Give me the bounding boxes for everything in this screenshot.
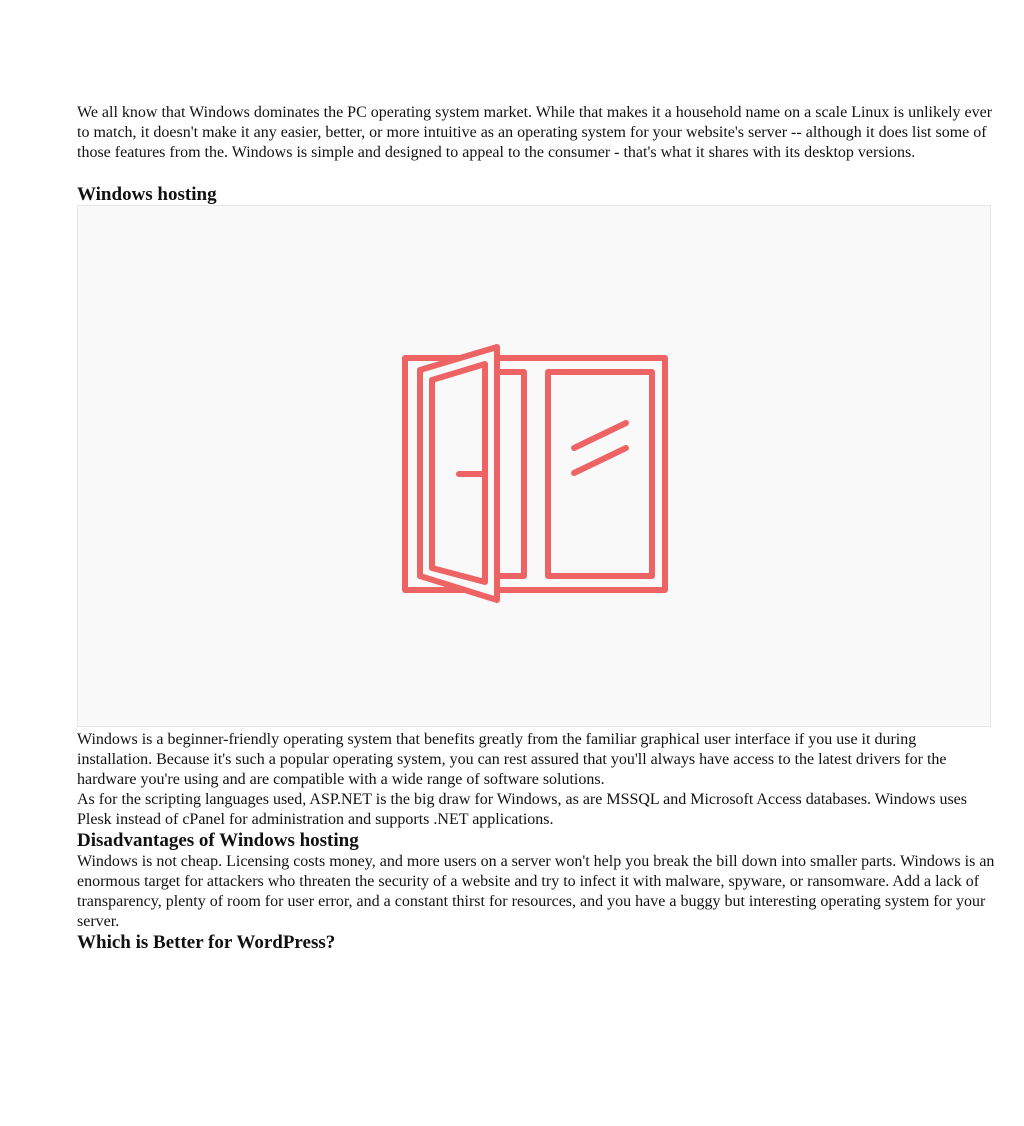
open-window-icon (402, 342, 672, 607)
wordpress-heading: Which is Better for WordPress? (77, 932, 336, 953)
windows-hosting-paragraph-2: As for the scripting languages used, ASP.NET is the big draw for Windows, as are MSSQL and Microsoft Access databases. Windows uses Plesk instead of cPanel for administration and supports .NET applications. (77, 791, 967, 828)
windows-hosting-figure (77, 205, 991, 727)
article (77, 103, 995, 954)
windows-hosting-paragraph-1: Windows is a beginner-friendly operating system that benefits greatly from the familiar graphical user interface if you use it during installation. Because it's such a popular operating system, you can rest assured that you'll always have access to the latest drivers for the hardware you're using and are compatible with a wide range of software solutions. (77, 731, 947, 788)
disadvantages-paragraph: Windows is not cheap. Licensing costs money, and more users on a server won't help you break the bill down into smaller parts. Windows is an enormous target for attackers who threaten the security of a website and try to infect it with malware, spyware, or ransomware. Add a lack of transparency, plenty of room for user error, and a constant thirst for resources, and you have a buggy but interesting operating system for your server. (77, 853, 995, 930)
disadvantages-heading: Disadvantages of Windows hosting (77, 830, 359, 851)
windows-hosting-heading: Windows hosting (77, 184, 217, 205)
intro-paragraph: We all know that Windows dominates the PC operating system market. While that makes it a household name on a scale Linux is unlikely ever to match, it doesn't make it any easier, better, or more intuitive as an operating system for your website's server -- although it does list some of those features from the. Windows is simple and designed to appeal to the consumer - that's what it shares with its desktop versions. (77, 104, 993, 161)
